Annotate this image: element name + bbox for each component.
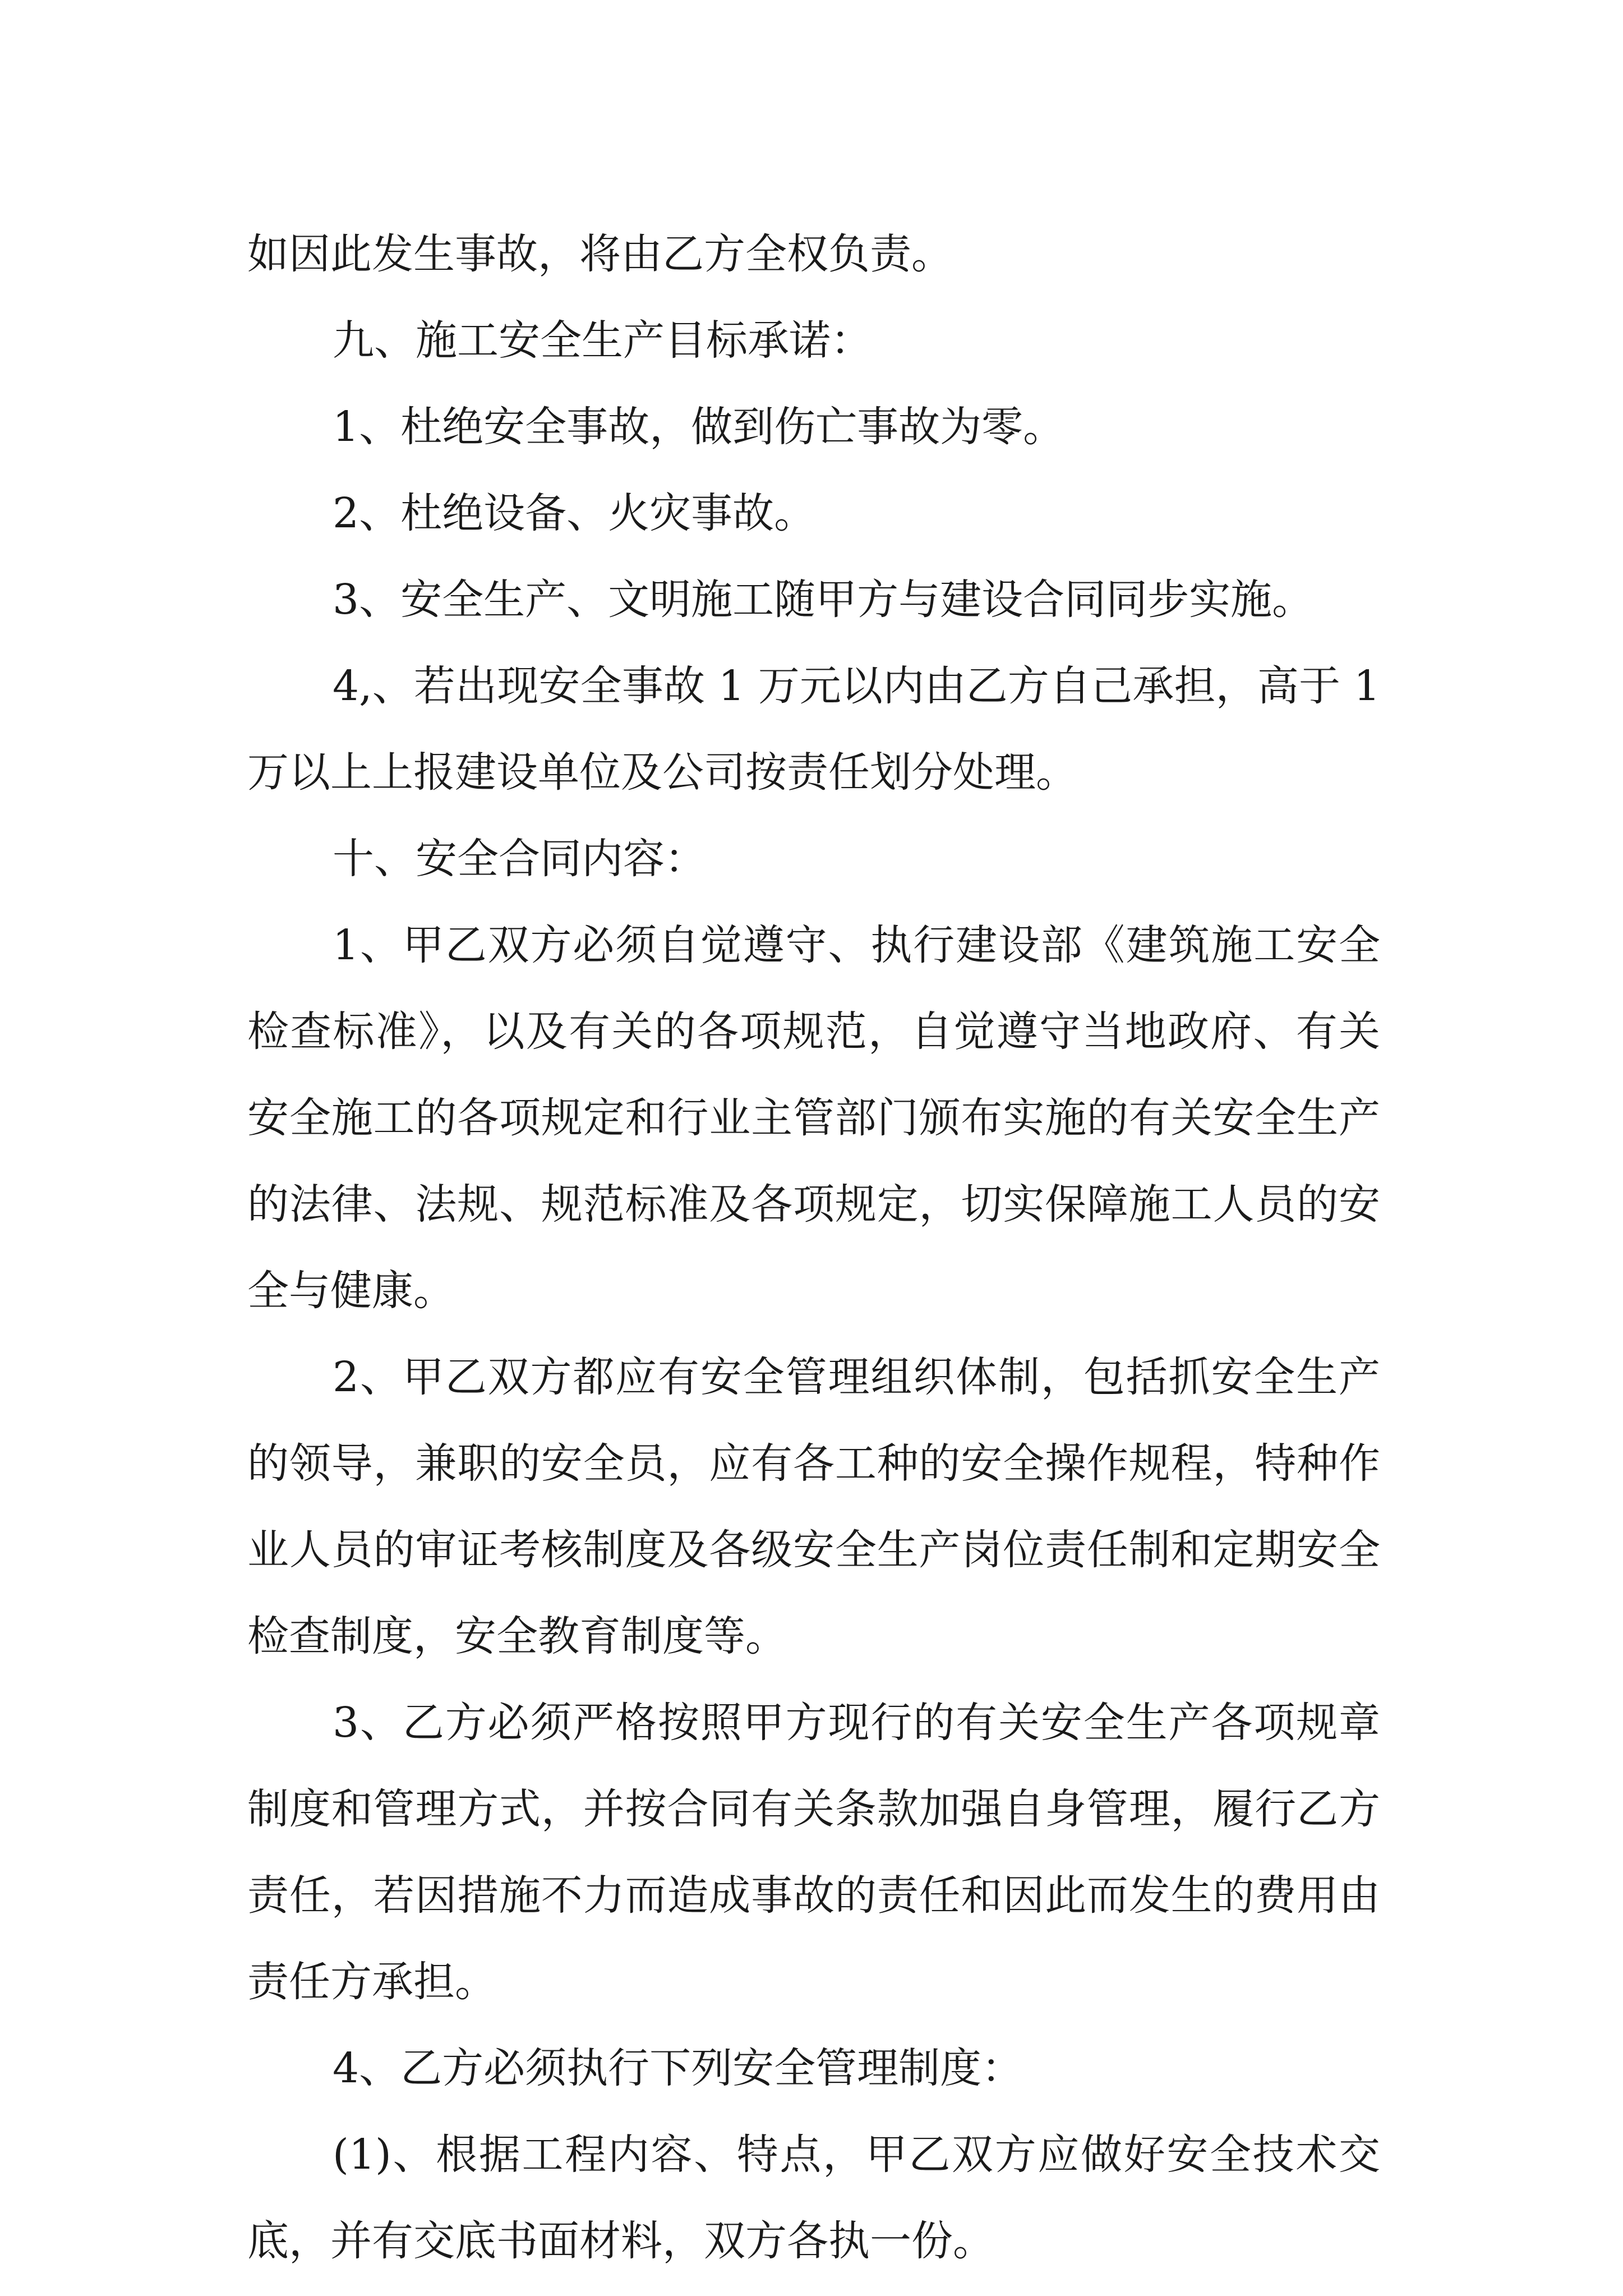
section-heading-ten: 十、安全合同内容：: [333, 835, 706, 883]
paragraph-item-3: 3、安全生产、文明施工随甲方与建设合同同步实施。: [333, 576, 1314, 624]
paragraph-subclause-1: (1)、根据工程内容、特点，甲乙双方应做好安全技术交底，并有交底书面材料，双方各执一份。: [247, 2131, 1380, 2265]
section-heading-nine: 九、施工安全生产目标承诺：: [333, 316, 872, 365]
document-body: [247, 211, 1380, 2284]
paragraph-clause-4: 4、乙方必须执行下列安全管理制度：: [333, 2044, 1023, 2092]
paragraph-item-1: 1、杜绝安全事故，做到伤亡事故为零。: [333, 403, 1065, 451]
paragraph-item-2: 2、杜绝设备、火灾事故。: [333, 489, 816, 537]
paragraph-clause-3: 3、乙方必须严格按照甲方现行的有关安全生产各项规章制度和管理方式，并按合同有关条款加强自身管理，履行乙方责任，若因措施不力而造成事故的责任和因此而发生的费用由责任方承担。: [247, 1699, 1380, 2006]
paragraph-clause-1: 1、甲乙双方必须自觉遵守、执行建设部《建筑施工安全检查标准》，以及有关的各项规范，自觉遵守当地政府、有关安全施工的各项规定和行业主管部门颁布实施的有关安全生产的法律、法规、规范标准及各项规定，切实保障施工人员的安全与健康。: [247, 921, 1380, 1315]
paragraph-continuation: 如因此发生事故，将由乙方全权负责。: [247, 230, 953, 278]
paragraph-item-4: 4,、若出现安全事故 1 万元以内由乙方自己承担，高于 1 万以上上报建设单位及公司按责任划分处理。: [247, 662, 1380, 797]
paragraph-clause-2: 2、甲乙双方都应有安全管理组织体制，包括抓安全生产的领导，兼职的安全员，应有各工种的安全操作规程，特种作业人员的审证考核制度及各级安全生产岗位责任制和定期安全检查制度，安全教育制度等。: [247, 1353, 1380, 1660]
